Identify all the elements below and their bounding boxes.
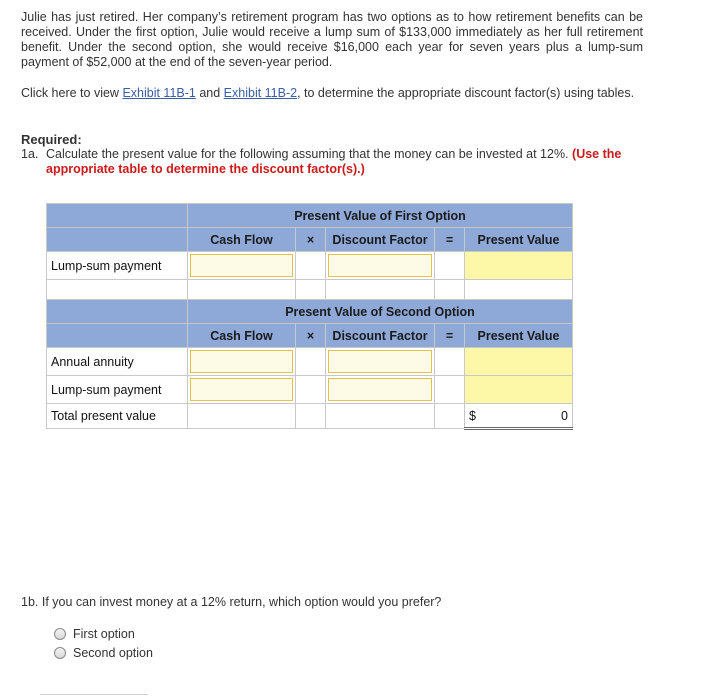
lump-sum-payment-present-value-cell — [465, 376, 573, 404]
total-present-value-cell — [465, 404, 573, 429]
col-cash-flow: Cash Flow — [188, 228, 296, 252]
header-blank — [47, 324, 188, 348]
question-1a-instruction: (Use the appropriate table to determine the discount factor(s).) — [46, 147, 622, 176]
lump-sum-discount-factor-input[interactable] — [328, 254, 432, 277]
question-1a-number: 1a. — [21, 147, 39, 161]
lump-sum-payment-cash-flow-input[interactable] — [190, 378, 293, 401]
radio-circle-icon[interactable] — [54, 647, 66, 659]
first-option-label: First option — [73, 627, 135, 641]
total-present-value-amount: 0 — [561, 408, 568, 423]
radio-circle-icon[interactable] — [54, 628, 66, 640]
question-1b: 1b. If you can invest money at a 12% return, which option would you prefer? — [21, 595, 442, 609]
exhibit-middle: and — [195, 86, 224, 100]
col-present-value: Present Value — [465, 228, 573, 252]
header-blank — [47, 300, 188, 324]
annuity-present-value-cell — [465, 348, 573, 376]
row-label-total-present-value: Total present value — [47, 404, 188, 429]
col-discount-factor: Discount Factor — [326, 228, 435, 252]
first-option-radio-item[interactable] — [54, 627, 135, 641]
row-label-lump-sum: Lump-sum payment — [47, 252, 188, 280]
row-label-annual-annuity: Annual annuity — [47, 348, 188, 376]
lump-sum-cash-flow-input[interactable] — [190, 254, 293, 277]
col-cash-flow: Cash Flow — [188, 324, 296, 348]
exhibit-prefix: Click here to view — [21, 86, 123, 100]
second-option-label: Second option — [73, 646, 153, 660]
lump-sum-present-value-cell — [465, 252, 573, 280]
col-discount-factor: Discount Factor — [326, 324, 435, 348]
annuity-discount-factor-input[interactable] — [328, 350, 432, 373]
lump-sum-payment-discount-factor-input[interactable] — [328, 378, 432, 401]
question-1a-text: Calculate the present value for the following assuming that the money can be invested at 12%. — [46, 147, 569, 161]
col-present-value: Present Value — [465, 324, 573, 348]
exhibit-11b-1-link[interactable]: Exhibit 11B-1 — [122, 86, 196, 100]
annuity-cash-flow-input[interactable] — [190, 350, 293, 373]
header-blank — [47, 204, 188, 228]
equals-symbol: = — [435, 324, 465, 348]
exhibit-suffix: , to determine the appropriate discount factor(s) using tables. — [297, 86, 635, 100]
total-currency-symbol: $ — [469, 408, 476, 423]
exhibit-11b-2-link[interactable]: Exhibit 11B-2 — [223, 86, 298, 100]
second-option-title: Present Value of Second Option — [188, 300, 573, 324]
times-symbol: × — [296, 324, 326, 348]
equals-symbol: = — [435, 228, 465, 252]
exhibit-instructions — [21, 86, 643, 101]
header-blank — [47, 228, 188, 252]
first-option-title: Present Value of First Option — [188, 204, 573, 228]
times-symbol: × — [296, 228, 326, 252]
divider — [40, 694, 148, 695]
row-label-lump-sum-payment: Lump-sum payment — [47, 376, 188, 404]
first-option-table — [46, 203, 573, 304]
required-heading: Required: — [21, 132, 82, 147]
problem-intro: Julie has just retired. Her company’s retirement program has two options as to how retirement benefits can be received. Under the first option, Julie would receive a lump sum of $133,000 immediately as her full retirement benefit. Under the second option, she would receive $16,000 each year for seven years plus a lump-sum payment of $52,000 at the end of the seven-year period. — [21, 10, 643, 69]
question-1a — [21, 147, 646, 177]
second-option-table — [46, 299, 573, 430]
second-option-radio-item[interactable] — [54, 646, 153, 660]
